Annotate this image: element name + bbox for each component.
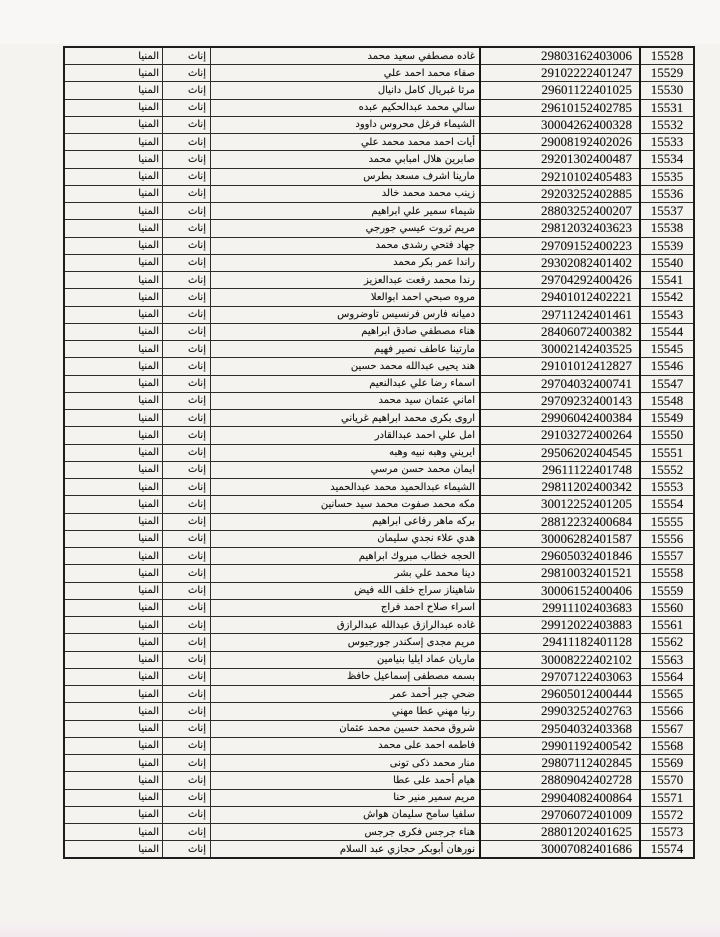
voter-row	[64, 461, 694, 478]
gender-cell: إناث	[163, 530, 211, 547]
national-id-cell: 29610152402785	[480, 99, 640, 116]
serial-cell: 15533	[640, 134, 694, 151]
national-id-cell: 28406072400382	[480, 323, 640, 340]
national-id-cell: 29709232400143	[480, 392, 640, 409]
name-cell: اسماء رضا علي عبدالنعيم	[211, 375, 481, 392]
serial-cell: 15546	[640, 358, 694, 375]
national-id-cell: 29605032401846	[480, 548, 640, 565]
name-cell: سالي محمد عبدالحكيم عبده	[211, 99, 481, 116]
serial-cell: 15531	[640, 99, 694, 116]
governorate-cell: المنيا	[64, 772, 163, 789]
national-id-cell: 30006282401587	[480, 530, 640, 547]
name-cell: صابرين هلال امبابي محمد	[211, 151, 481, 168]
governorate-cell: المنيا	[64, 737, 163, 754]
serial-cell: 15534	[640, 151, 694, 168]
name-cell: ضحي جبر أحمد عمر	[211, 686, 481, 703]
voter-row	[64, 806, 694, 823]
governorate-cell: المنيا	[64, 358, 163, 375]
national-id-cell: 29706072401009	[480, 806, 640, 823]
name-cell: شيماء سمير علي ابراهيم	[211, 203, 481, 220]
page-bottom-shade	[0, 921, 720, 937]
governorate-cell: المنيا	[64, 496, 163, 513]
national-id-cell: 29605012400444	[480, 686, 640, 703]
voter-row	[64, 530, 694, 547]
voter-row	[64, 737, 694, 754]
serial-cell: 15555	[640, 513, 694, 530]
gender-cell: إناث	[163, 306, 211, 323]
name-cell: الشيماء فرغل محروس داوود	[211, 116, 481, 133]
voter-row	[64, 703, 694, 720]
national-id-cell: 29704032400741	[480, 375, 640, 392]
name-cell: شاهيناز سراج خلف الله فيض	[211, 582, 481, 599]
voter-row	[64, 686, 694, 703]
gender-cell: إناث	[163, 686, 211, 703]
national-id-cell: 29903252402763	[480, 703, 640, 720]
voter-row	[64, 151, 694, 168]
serial-cell: 15538	[640, 220, 694, 237]
name-cell: غاده عبدالرازق عبدالله عبدالرازق	[211, 617, 481, 634]
voter-row	[64, 185, 694, 202]
national-id-cell: 29704292400426	[480, 272, 640, 289]
serial-cell: 15545	[640, 341, 694, 358]
voter-row	[64, 375, 694, 392]
serial-cell: 15551	[640, 444, 694, 461]
national-id-cell: 29807112402845	[480, 755, 640, 772]
governorate-cell: المنيا	[64, 65, 163, 82]
gender-cell: إناث	[163, 513, 211, 530]
name-cell: شروق محمد حسين محمد عثمان	[211, 720, 481, 737]
gender-cell: إناث	[163, 134, 211, 151]
national-id-cell: 29201302400487	[480, 151, 640, 168]
voter-row	[64, 82, 694, 99]
gender-cell: إناث	[163, 651, 211, 668]
gender-cell: إناث	[163, 548, 211, 565]
serial-cell: 15569	[640, 755, 694, 772]
gender-cell: إناث	[163, 65, 211, 82]
gender-cell: إناث	[163, 772, 211, 789]
governorate-cell: المنيا	[64, 151, 163, 168]
name-cell: ايريني وهبه نبيه وهبه	[211, 444, 481, 461]
serial-cell: 15558	[640, 565, 694, 582]
name-cell: مريم ثروت عيسي جورجي	[211, 220, 481, 237]
governorate-cell: المنيا	[64, 755, 163, 772]
voter-row	[64, 444, 694, 461]
serial-cell: 15543	[640, 306, 694, 323]
voter-row	[64, 254, 694, 271]
governorate-cell: المنيا	[64, 185, 163, 202]
name-cell: اماني عثمان سيد محمد	[211, 392, 481, 409]
governorate-cell: المنيا	[64, 634, 163, 651]
voter-row	[64, 47, 694, 65]
governorate-cell: المنيا	[64, 237, 163, 254]
national-id-cell: 30008222402102	[480, 651, 640, 668]
voter-row	[64, 306, 694, 323]
serial-cell: 15562	[640, 634, 694, 651]
name-cell: مارتينا عاطف نصير فهيم	[211, 341, 481, 358]
name-cell: مرثا غبريال كامل دانيال	[211, 82, 481, 99]
governorate-cell: المنيا	[64, 272, 163, 289]
national-id-cell: 29102222401247	[480, 65, 640, 82]
serial-cell: 15540	[640, 254, 694, 271]
serial-cell: 15567	[640, 720, 694, 737]
governorate-cell: المنيا	[64, 479, 163, 496]
gender-cell: إناث	[163, 151, 211, 168]
serial-cell: 15559	[640, 582, 694, 599]
gender-cell: إناث	[163, 841, 211, 859]
name-cell: مريم سمير منير حنا	[211, 789, 481, 806]
voter-list-table	[63, 46, 695, 859]
serial-cell: 15564	[640, 668, 694, 685]
gender-cell: إناث	[163, 82, 211, 99]
gender-cell: إناث	[163, 479, 211, 496]
governorate-cell: المنيا	[64, 410, 163, 427]
national-id-cell: 29803162403006	[480, 47, 640, 65]
gender-cell: إناث	[163, 496, 211, 513]
name-cell: الحجه خطاب مبروك ابراهيم	[211, 548, 481, 565]
voter-row	[64, 116, 694, 133]
voter-row	[64, 720, 694, 737]
governorate-cell: المنيا	[64, 806, 163, 823]
governorate-cell: المنيا	[64, 582, 163, 599]
national-id-cell: 29210102405483	[480, 168, 640, 185]
gender-cell: إناث	[163, 582, 211, 599]
gender-cell: إناث	[163, 392, 211, 409]
gender-cell: إناث	[163, 737, 211, 754]
national-id-cell: 29709152400223	[480, 237, 640, 254]
governorate-cell: المنيا	[64, 134, 163, 151]
gender-cell: إناث	[163, 116, 211, 133]
gender-cell: إناث	[163, 410, 211, 427]
gender-cell: إناث	[163, 617, 211, 634]
serial-cell: 15530	[640, 82, 694, 99]
national-id-cell: 28809042402728	[480, 772, 640, 789]
gender-cell: إناث	[163, 565, 211, 582]
serial-cell: 15541	[640, 272, 694, 289]
name-cell: مكه محمد صفوت محمد سيد حسانين	[211, 496, 481, 513]
gender-cell: إناث	[163, 341, 211, 358]
serial-cell: 15556	[640, 530, 694, 547]
governorate-cell: المنيا	[64, 99, 163, 116]
voter-row	[64, 513, 694, 530]
name-cell: رنيا مهني عطا مهني	[211, 703, 481, 720]
gender-cell: إناث	[163, 720, 211, 737]
voter-row	[64, 824, 694, 841]
serial-cell: 15539	[640, 237, 694, 254]
national-id-cell: 29601122401025	[480, 82, 640, 99]
gender-cell: إناث	[163, 99, 211, 116]
name-cell: ماريان عماد ايليا بنيامين	[211, 651, 481, 668]
name-cell: راندا عمر بكر محمد	[211, 254, 481, 271]
gender-cell: إناث	[163, 461, 211, 478]
national-id-cell: 29103272400264	[480, 427, 640, 444]
voter-row	[64, 617, 694, 634]
governorate-cell: المنيا	[64, 392, 163, 409]
voter-row	[64, 841, 694, 859]
serial-cell: 15529	[640, 65, 694, 82]
national-id-cell: 29101012412827	[480, 358, 640, 375]
name-cell: هيام أحمد على عطا	[211, 772, 481, 789]
serial-cell: 15553	[640, 479, 694, 496]
name-cell: مروه صبحي احمد ابوالعلا	[211, 289, 481, 306]
gender-cell: إناث	[163, 824, 211, 841]
name-cell: دينا محمد علي بشر	[211, 565, 481, 582]
national-id-cell: 29901192400542	[480, 737, 640, 754]
name-cell: جهاد فتحي رشدى محمد	[211, 237, 481, 254]
name-cell: الشيماء عبدالحميد محمد عبدالحميد	[211, 479, 481, 496]
gender-cell: إناث	[163, 634, 211, 651]
gender-cell: إناث	[163, 220, 211, 237]
name-cell: اروى بكرى محمد ابراهيم غرياني	[211, 410, 481, 427]
name-cell: مريم مجدى إسكندر جورجيوس	[211, 634, 481, 651]
serial-cell: 15572	[640, 806, 694, 823]
gender-cell: إناث	[163, 427, 211, 444]
name-cell: هناء جرجس فكرى جرجس	[211, 824, 481, 841]
national-id-cell: 29302082401402	[480, 254, 640, 271]
voter-row	[64, 565, 694, 582]
gender-cell: إناث	[163, 599, 211, 616]
voter-row	[64, 668, 694, 685]
national-id-cell: 29904082400864	[480, 789, 640, 806]
voter-row	[64, 323, 694, 340]
national-id-cell: 30006152400406	[480, 582, 640, 599]
gender-cell: إناث	[163, 254, 211, 271]
governorate-cell: المنيا	[64, 686, 163, 703]
name-cell: مارينا اشرف مسعد بطرس	[211, 168, 481, 185]
gender-cell: إناث	[163, 375, 211, 392]
serial-cell: 15536	[640, 185, 694, 202]
serial-cell: 15548	[640, 392, 694, 409]
serial-cell: 15561	[640, 617, 694, 634]
serial-cell: 15565	[640, 686, 694, 703]
name-cell: فاطمه احمد على محمد	[211, 737, 481, 754]
gender-cell: إناث	[163, 668, 211, 685]
voter-row	[64, 392, 694, 409]
voter-row	[64, 479, 694, 496]
governorate-cell: المنيا	[64, 427, 163, 444]
voter-row	[64, 634, 694, 651]
national-id-cell: 29707122403063	[480, 668, 640, 685]
serial-cell: 15532	[640, 116, 694, 133]
voter-row	[64, 289, 694, 306]
voter-row	[64, 582, 694, 599]
name-cell: زينب محمد محمد خالد	[211, 185, 481, 202]
voter-row	[64, 789, 694, 806]
voter-row	[64, 134, 694, 151]
governorate-cell: المنيا	[64, 668, 163, 685]
national-id-cell: 29411182401128	[480, 634, 640, 651]
voter-row	[64, 203, 694, 220]
governorate-cell: المنيا	[64, 341, 163, 358]
governorate-cell: المنيا	[64, 565, 163, 582]
national-id-cell: 29906042400384	[480, 410, 640, 427]
name-cell: منار محمد ذكى تونى	[211, 755, 481, 772]
voter-row	[64, 220, 694, 237]
gender-cell: إناث	[163, 444, 211, 461]
governorate-cell: المنيا	[64, 254, 163, 271]
governorate-cell: المنيا	[64, 82, 163, 99]
gender-cell: إناث	[163, 358, 211, 375]
governorate-cell: المنيا	[64, 220, 163, 237]
name-cell: صفاء محمد احمد علي	[211, 65, 481, 82]
governorate-cell: المنيا	[64, 703, 163, 720]
gender-cell: إناث	[163, 806, 211, 823]
name-cell: بركه ماهر رفاعى ابراهيم	[211, 513, 481, 530]
governorate-cell: المنيا	[64, 461, 163, 478]
serial-cell: 15552	[640, 461, 694, 478]
name-cell: بسمه مصطفى إسماعيل حافظ	[211, 668, 481, 685]
voter-row	[64, 772, 694, 789]
gender-cell: إناث	[163, 289, 211, 306]
governorate-cell: المنيا	[64, 168, 163, 185]
serial-cell: 15570	[640, 772, 694, 789]
name-cell: هدي علاء نجدي سليمان	[211, 530, 481, 547]
serial-cell: 15557	[640, 548, 694, 565]
voter-row	[64, 272, 694, 289]
name-cell: دميانه فارس فرنسيس تاوضروس	[211, 306, 481, 323]
national-id-cell: 29401012402221	[480, 289, 640, 306]
national-id-cell: 29911102403683	[480, 599, 640, 616]
national-id-cell: 29008192402026	[480, 134, 640, 151]
serial-cell: 15550	[640, 427, 694, 444]
governorate-cell: المنيا	[64, 116, 163, 133]
governorate-cell: المنيا	[64, 599, 163, 616]
serial-cell: 15568	[640, 737, 694, 754]
governorate-cell: المنيا	[64, 306, 163, 323]
name-cell: رندا محمد رفعت عبدالعزيز	[211, 272, 481, 289]
name-cell: نورهان أبوبكر حجازي عبد السلام	[211, 841, 481, 859]
serial-cell: 15563	[640, 651, 694, 668]
national-id-cell: 29611122401748	[480, 461, 640, 478]
gender-cell: إناث	[163, 185, 211, 202]
serial-cell: 15573	[640, 824, 694, 841]
serial-cell: 15535	[640, 168, 694, 185]
national-id-cell: 30012252401205	[480, 496, 640, 513]
governorate-cell: المنيا	[64, 513, 163, 530]
national-id-cell: 29203252402885	[480, 185, 640, 202]
serial-cell: 15566	[640, 703, 694, 720]
gender-cell: إناث	[163, 789, 211, 806]
table-body	[64, 47, 694, 858]
voter-row	[64, 599, 694, 616]
governorate-cell: المنيا	[64, 203, 163, 220]
governorate-cell: المنيا	[64, 617, 163, 634]
governorate-cell: المنيا	[64, 289, 163, 306]
name-cell: اسراء صلاح احمد فراج	[211, 599, 481, 616]
national-id-cell: 29812032403623	[480, 220, 640, 237]
gender-cell: إناث	[163, 703, 211, 720]
voter-row	[64, 168, 694, 185]
serial-cell: 15574	[640, 841, 694, 859]
name-cell: ايمان محمد حسن مرسي	[211, 461, 481, 478]
governorate-cell: المنيا	[64, 375, 163, 392]
national-id-cell: 29912022403883	[480, 617, 640, 634]
voter-row	[64, 651, 694, 668]
voter-row	[64, 341, 694, 358]
national-id-cell: 29504032403368	[480, 720, 640, 737]
serial-cell: 15537	[640, 203, 694, 220]
serial-cell: 15554	[640, 496, 694, 513]
governorate-cell: المنيا	[64, 824, 163, 841]
name-cell: أيات احمد محمد محمد علي	[211, 134, 481, 151]
voter-row	[64, 548, 694, 565]
voter-row	[64, 427, 694, 444]
serial-cell: 15549	[640, 410, 694, 427]
governorate-cell: المنيا	[64, 444, 163, 461]
name-cell: غاده مصطفي سعيد محمد	[211, 47, 481, 65]
governorate-cell: المنيا	[64, 789, 163, 806]
serial-cell: 15560	[640, 599, 694, 616]
national-id-cell: 28803252400207	[480, 203, 640, 220]
gender-cell: إناث	[163, 272, 211, 289]
national-id-cell: 28801202401625	[480, 824, 640, 841]
voter-row	[64, 410, 694, 427]
governorate-cell: المنيا	[64, 651, 163, 668]
national-id-cell: 29506202404545	[480, 444, 640, 461]
voter-row	[64, 358, 694, 375]
voter-row	[64, 65, 694, 82]
name-cell: امل علي احمد عبدالقادر	[211, 427, 481, 444]
governorate-cell: المنيا	[64, 548, 163, 565]
national-id-cell: 30007082401686	[480, 841, 640, 859]
serial-cell: 15571	[640, 789, 694, 806]
serial-cell: 15544	[640, 323, 694, 340]
governorate-cell: المنيا	[64, 323, 163, 340]
gender-cell: إناث	[163, 323, 211, 340]
voter-row	[64, 237, 694, 254]
voter-row	[64, 496, 694, 513]
national-id-cell: 28812232400684	[480, 513, 640, 530]
national-id-cell: 30004262400328	[480, 116, 640, 133]
national-id-cell: 29810032401521	[480, 565, 640, 582]
national-id-cell: 29711242401461	[480, 306, 640, 323]
name-cell: هناء مصطفي صادق ابراهيم	[211, 323, 481, 340]
gender-cell: إناث	[163, 47, 211, 65]
gender-cell: إناث	[163, 203, 211, 220]
national-id-cell: 29811202400342	[480, 479, 640, 496]
governorate-cell: المنيا	[64, 530, 163, 547]
national-id-cell: 30002142403525	[480, 341, 640, 358]
governorate-cell: المنيا	[64, 841, 163, 859]
gender-cell: إناث	[163, 168, 211, 185]
governorate-cell: المنيا	[64, 47, 163, 65]
serial-cell: 15528	[640, 47, 694, 65]
name-cell: سلفيا سامح سليمان هواش	[211, 806, 481, 823]
name-cell: هند يحيى عبدالله محمد حسين	[211, 358, 481, 375]
gender-cell: إناث	[163, 237, 211, 254]
governorate-cell: المنيا	[64, 720, 163, 737]
gender-cell: إناث	[163, 755, 211, 772]
voter-row	[64, 755, 694, 772]
serial-cell: 15547	[640, 375, 694, 392]
voter-row	[64, 99, 694, 116]
serial-cell: 15542	[640, 289, 694, 306]
